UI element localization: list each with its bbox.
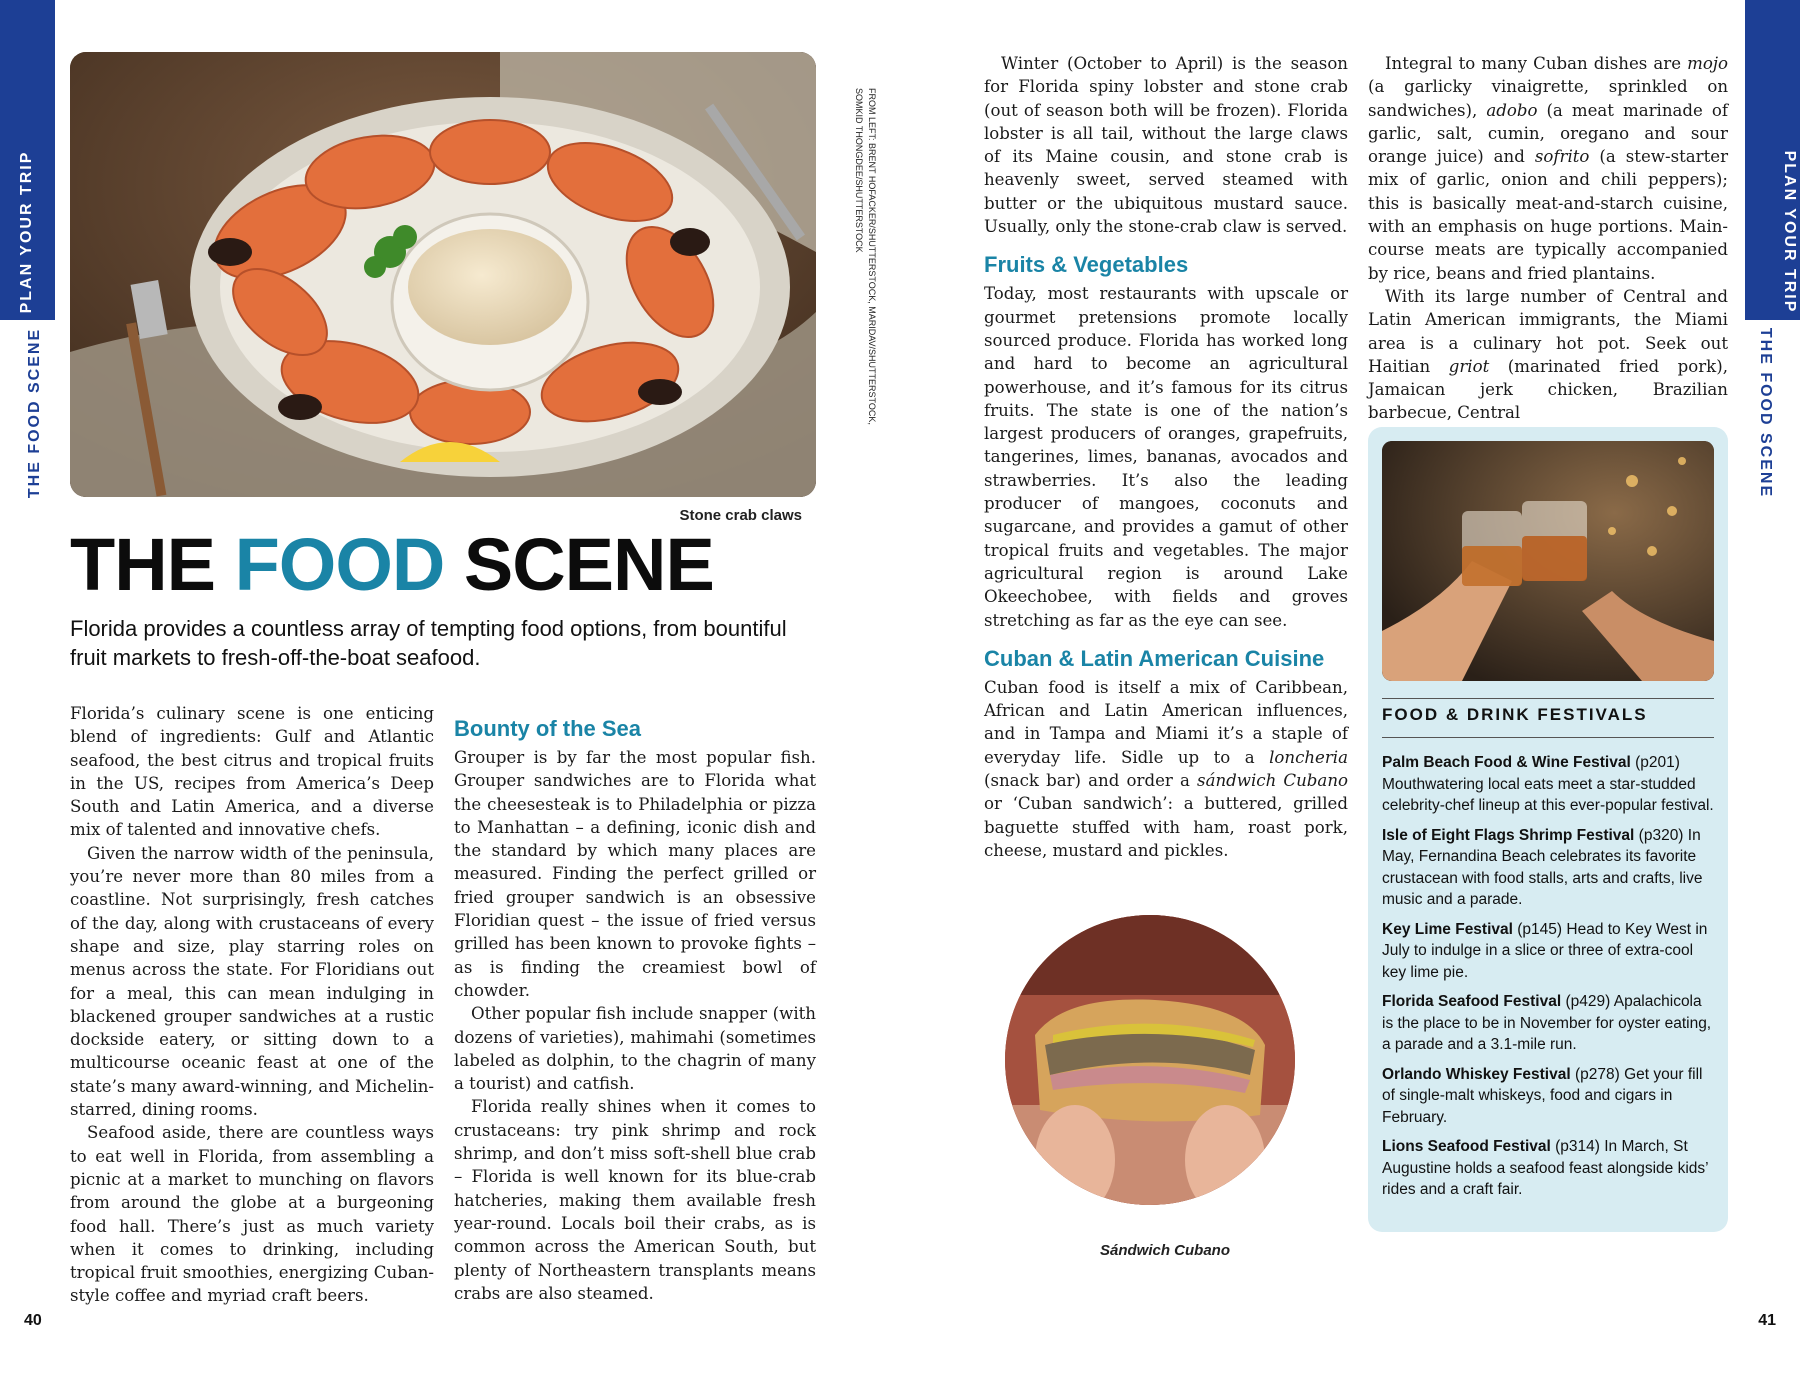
body-column-3	[984, 52, 1348, 862]
paragraph: Grouper is by far the most popular fish. Grouper sandwiches are to Florida what the cheesesteak is to Philadelphia or pizza to Manhattan – a defining, iconic dish and the standard by which many places are measured. Finding the perfect grilled or fried grouper sandwich is an obsessive Floridian quest – the issue of fried versus grilled has been known to provoke fights – as is finding the creamiest bowl of chowder.	[454, 748, 816, 1000]
paragraph: Florida’s culinary scene is one enticing blend of ingredients: Gulf and Atlantic seafood, the best citrus and tropical fruits in the US, recipes from America’s Deep South and Latin America, and a diverse mix of talented and innovative chefs.	[70, 704, 434, 840]
paragraph	[1368, 52, 1728, 285]
section-tab-label: PLAN YOUR TRIP	[18, 150, 35, 314]
whiskey-toast-photo	[1382, 441, 1714, 681]
paragraph	[1368, 285, 1728, 425]
cuban-sandwich-photo	[1005, 915, 1295, 1205]
festival-name: Palm Beach Food & Wine Festival	[1382, 754, 1631, 771]
text-run: (a meat marinade of garlic, salt, cumin, oregano and sour orange juice) and	[1368, 100, 1728, 167]
paragraph: Today, most restaurants with upscale or gourmet pretensions promote locally sourced produce. Florida has worked long and hard to become an agricultural powerhouse, and it’s famous for its citrus fruits. The state is one of the nation’s largest producers of oranges, grapefruits, tangerines, limes, bananas, avocados and strawberries. It’s also the leading producer of mangoes, coconuts and sugarcane, and provides a gamut of other tropical fruits and vegetables. The major agricultural region is around Lake Okeechobee, with fields and groves stretching as far as the eye can see.	[984, 284, 1348, 630]
text-run: With its large number of Central and Latin American immigrants, the Miami area is a culinary hot pot. Seek out Haitian	[1368, 286, 1728, 376]
paragraph: Winter (October to April) is the season for Florida spiny lobster and stone crab (out of season both will be frozen). Florida lobster is all tail, without the large claws of its Maine cousin, and stone crab is heavenly sweet, served steamed with butter or the ubiquitous mustard sauce. Usually, only the stone-crab claw is served.	[984, 54, 1348, 237]
paragraph	[984, 676, 1348, 862]
festival-item	[1382, 1064, 1717, 1129]
text-run: (snack bar) and order a	[984, 771, 1198, 791]
stone-crab-photo	[70, 52, 816, 497]
page-reference: (p145)	[1512, 920, 1563, 938]
festival-description: Head to Key West in July to indulge in a slice or three of extra-cool key lime pie.	[1382, 920, 1708, 981]
divider	[1382, 698, 1714, 699]
paragraph: Given the narrow width of the peninsula, you’re never more than 80 miles from a coastline. Not surprisingly, fresh catches of the day, along with crustaceans of every shape and size, play starring roles on menus across the state. For Floridians out for a meal, this can mean indulging in blackened grouper sandwiches at a rustic dockside eatery, or sitting down to a multicourse oceanic feast at one of the state’s many award-winning, and Michelin-starred, dining rooms.	[70, 843, 434, 1120]
festivals-title: FOOD & DRINK FESTIVALS	[1382, 705, 1648, 724]
body-column-4	[1368, 52, 1728, 425]
text-run: mojo	[1687, 54, 1728, 73]
section-heading-sea: Bounty of the Sea	[454, 716, 642, 741]
page-number: 40	[24, 1312, 42, 1329]
text-run: (a stew-starter mix of garlic, onion and chili peppers); this is basically meat-and-starch cuisine, with an emphasis on huge portions. Main-course meats are typically accompanied by rice, beans and fried plantains.	[1368, 147, 1728, 283]
page-reference: (p278)	[1570, 1065, 1620, 1083]
festival-description: In March, St Augustine holds a seafood feast alongside kids’ rides and a craft fair.	[1382, 1138, 1709, 1198]
festival-item	[1382, 991, 1717, 1056]
festival-item	[1382, 752, 1717, 817]
festival-item	[1382, 919, 1717, 984]
festival-name: Lions Seafood Festival	[1382, 1138, 1551, 1155]
section-tab-label: PLAN YOUR TRIP	[1781, 150, 1798, 314]
festival-name: Florida Seafood Festival	[1382, 993, 1562, 1010]
festival-name: Isle of Eight Flags Shrimp Festival	[1382, 826, 1635, 844]
section-heading-cuban: Cuban & Latin American Cuisine	[984, 645, 1325, 671]
text-run: adobo	[1486, 100, 1538, 120]
paragraph: Florida really shines when it comes to crustaceans: try pink shrimp and rock shrimp, and don’t miss soft-shell blue crab – Florida is well known for its blue-crab hatcheries, making them available fresh year-round. Locals boil their crabs, as is common across the American South, but plenty of Northeastern transplants means crabs are also steamed.	[454, 1097, 816, 1303]
page-reference: (p201)	[1630, 754, 1680, 771]
text-run: or ‘Cuban sandwich’: a buttered, grilled baguette stuffed with ham, roast pork, cheese, mustard and pickles.	[984, 794, 1348, 860]
page-title	[70, 525, 714, 605]
text-run: Integral to many Cuban dishes are	[1385, 54, 1688, 73]
festival-description: Mouthwatering local eats meet a star-studded celebrity-chef lineup at this ever-popular festival.	[1382, 775, 1714, 814]
text-run: griot	[1448, 356, 1490, 376]
festival-description: In May, Fernandina Beach celebrates its favorite crustacean with food stalls, arts and crafts, live music and a parade.	[1382, 826, 1703, 908]
photo-credit: FROM LEFT: BRENT HOFACKER/SHUTTERSTOCK, MARIDAV/SHUTTERSTOCK, SOMKID THONGDEE/SHUTTERSTOCK	[854, 88, 877, 425]
festivals-sidebar	[1368, 427, 1728, 1232]
page-number: 41	[1758, 1312, 1776, 1329]
title-part-1: THE	[70, 523, 235, 606]
festival-name: Orlando Whiskey Festival	[1382, 1065, 1571, 1083]
text-run: loncheria	[1269, 747, 1348, 767]
text-run: sándwich Cubano	[1197, 771, 1348, 791]
section-heading-fruit: Fruits & Vegetables	[984, 252, 1189, 278]
page-reference: (p314)	[1550, 1138, 1600, 1155]
festival-item	[1382, 825, 1717, 911]
chapter-tab-label: THE FOOD SCENE	[1757, 327, 1774, 499]
chapter-tab-label: THE FOOD SCENE	[26, 327, 43, 499]
page-reference: (p320)	[1634, 826, 1684, 844]
page-reference: (p429)	[1561, 993, 1611, 1010]
paragraph: Seafood aside, there are countless ways to eat well in Florida, from assembling a picnic at a market to munching on flavors from around the globe at a burgeoning food hall. There’s just as much variety when it comes to drinking, including tropical fruit smoothies, energizing Cuban-style coffee and myriad craft beers.	[70, 1123, 434, 1306]
text-run: (marinated fried pork), Jamaican jerk chicken, Brazilian barbecue, Central	[1368, 356, 1728, 423]
festival-name: Key Lime Festival	[1382, 920, 1513, 938]
paragraph: Other popular fish include snapper (with dozens of varieties), mahimahi (sometimes labeled as dolphin, to the chagrin of many a tourist) and catfish.	[454, 1004, 816, 1094]
body-column-1	[70, 702, 434, 1308]
page-subtitle: Florida provides a countless array of tempting food options, from bountiful fruit markets to fresh-off-the-boat seafood.	[70, 616, 787, 670]
festival-item	[1382, 1136, 1717, 1201]
festival-description: Get your fill of single-malt whiskeys, food and cigars in February.	[1382, 1065, 1703, 1126]
festival-list	[1382, 752, 1717, 1209]
body-column-2	[454, 702, 816, 1305]
title-accent: FOOD	[234, 523, 445, 606]
title-part-2: SCENE	[444, 523, 714, 606]
sandwich-caption: Sándwich Cubano	[1099, 1242, 1230, 1259]
festival-description: Apalachicola is the place to be in November for oyster eating, a parade and a 3.1-mile run.	[1382, 993, 1712, 1053]
divider	[1382, 737, 1714, 738]
text-run: (a garlicky vinaigrette, sprinkled on sandwiches),	[1368, 77, 1728, 120]
text-run: sofrito	[1534, 147, 1590, 167]
stone-crab-caption: Stone crab claws	[679, 507, 802, 524]
text-run: Cuban food is itself a mix of Caribbean, African and Latin American influences, and in Tampa and Miami it’s a staple of everyday life. Sidle up to a	[984, 677, 1348, 767]
